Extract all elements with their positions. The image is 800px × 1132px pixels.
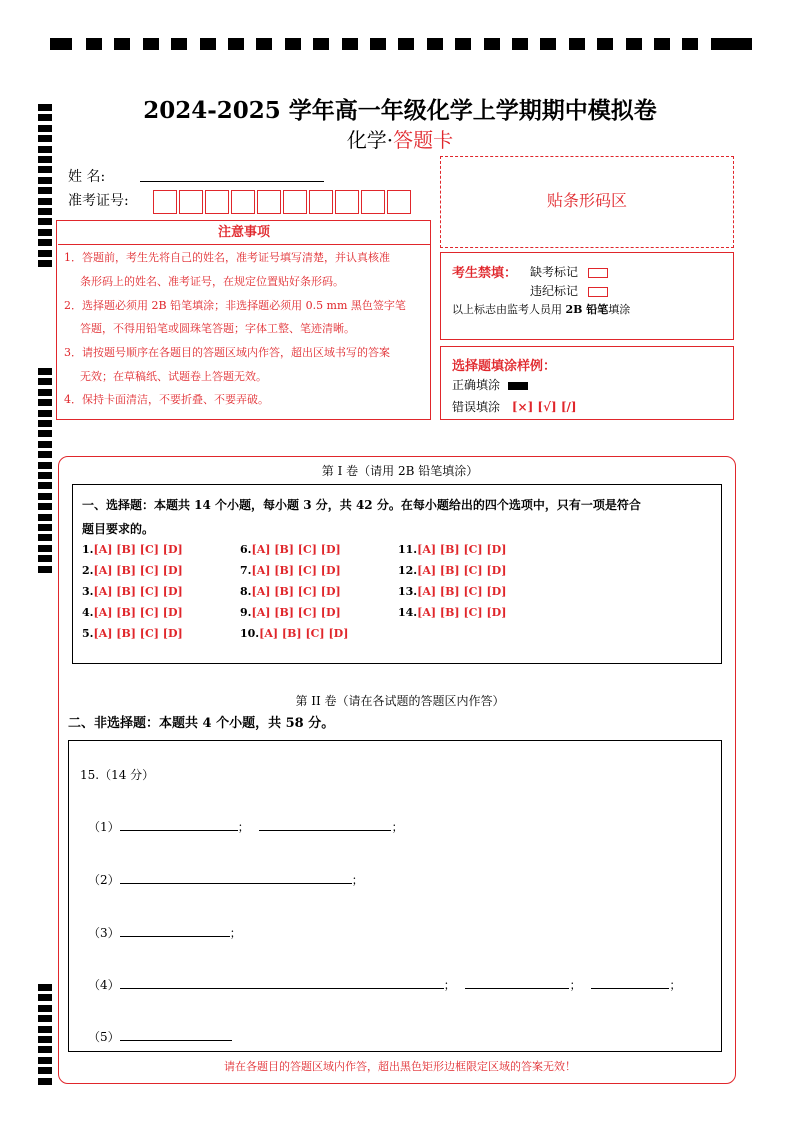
notice-line: 3．请按题号顺序在各题目的答题区域内作答，超出区域书写的答案: [64, 346, 390, 359]
barcode-area: 贴条形码区: [440, 156, 734, 248]
notice-line: 4．保持卡面清洁，不要折叠、不要弄破。: [64, 393, 269, 406]
part1-intro: 一、选择题：本题共 14 个小题，每小题 3 分，共 42 分。在每小题给出的四个选项中，只有一项是符合: [82, 498, 641, 512]
sample-wrong: 错误填涂 [×] [√] [/]: [452, 400, 577, 414]
id-label: 准考证号:: [68, 193, 129, 209]
id-digit-box[interactable]: [361, 190, 385, 214]
notice-heading: 注意事项: [58, 222, 430, 245]
id-digit-box[interactable]: [257, 190, 281, 214]
id-digit-box[interactable]: [153, 190, 177, 214]
forbidden-heading: 考生禁填：: [452, 266, 518, 281]
page-subtitle: 化学·答题卡: [346, 128, 454, 152]
sample-correct: 正确填涂: [452, 376, 528, 393]
part2-title: 第 II 卷（请在各试题的答题区内作答）: [295, 694, 505, 708]
id-digit-box[interactable]: [387, 190, 411, 214]
choice-question-14[interactable]: 14.[A] [B] [C] [D]: [398, 606, 507, 619]
q15-sub5[interactable]: （5）: [88, 1028, 232, 1045]
part1-intro-2: 题目要求的。: [82, 522, 155, 536]
violation-mark[interactable]: 违纪标记: [530, 282, 608, 299]
part2-intro: 二、非选择题：本题共 4 个小题，共 58 分。: [68, 716, 335, 731]
choice-question-4[interactable]: 4.[A] [B] [C] [D]: [82, 606, 183, 619]
absent-mark[interactable]: 缺考标记: [530, 263, 608, 280]
id-digit-box[interactable]: [205, 190, 229, 214]
part1-title: 第 I 卷（请用 2B 铅笔填涂）: [321, 464, 479, 478]
q15-sub4[interactable]: （4） ； ； ；: [88, 978, 682, 992]
page-title: 2024-2025 学年高一年级化学上学期期中模拟卷: [143, 97, 657, 124]
q15-sub2[interactable]: （2） ；: [88, 873, 364, 887]
footer-warning: 请在各题目的答题区域内作答，超出黑色矩形边框限定区域的答案无效！: [224, 1060, 576, 1073]
choice-question-11[interactable]: 11.[A] [B] [C] [D]: [398, 543, 507, 556]
filled-mark-icon: [508, 382, 528, 390]
choice-question-3[interactable]: 3.[A] [B] [C] [D]: [82, 585, 183, 598]
choice-question-10[interactable]: 10.[A] [B] [C] [D]: [240, 627, 349, 640]
id-digit-box[interactable]: [179, 190, 203, 214]
q15-heading: 15.（14 分）: [80, 768, 155, 782]
id-number-boxes[interactable]: [153, 190, 413, 214]
id-digit-box[interactable]: [231, 190, 255, 214]
notice-line: 1．答题前，考生先将自己的姓名，准考证号填写清楚，并认真核准: [64, 251, 390, 264]
sample-heading: 选择题填涂样例：: [452, 359, 557, 374]
forbidden-note: 以上标志由监考人员用 2B 铅笔填涂: [452, 303, 631, 316]
choice-question-5[interactable]: 5.[A] [B] [C] [D]: [82, 627, 183, 640]
choice-question-6[interactable]: 6.[A] [B] [C] [D]: [240, 543, 341, 556]
q15-sub3[interactable]: （3） ；: [88, 926, 242, 940]
name-label: 姓 名:: [68, 169, 106, 185]
choice-question-9[interactable]: 9.[A] [B] [C] [D]: [240, 606, 341, 619]
id-digit-box[interactable]: [283, 190, 307, 214]
notice-line: 无效；在草稿纸、试题卷上答题无效。: [80, 370, 267, 383]
notice-line: 2．选择题必须用 2B 铅笔填涂；非选择题必须用 0.5 mm 黑色签字笔: [64, 299, 406, 312]
choice-question-13[interactable]: 13.[A] [B] [C] [D]: [398, 585, 507, 598]
choice-question-12[interactable]: 12.[A] [B] [C] [D]: [398, 564, 507, 577]
choice-question-8[interactable]: 8.[A] [B] [C] [D]: [240, 585, 341, 598]
choice-question-2[interactable]: 2.[A] [B] [C] [D]: [82, 564, 183, 577]
choice-question-7[interactable]: 7.[A] [B] [C] [D]: [240, 564, 341, 577]
q15-sub1[interactable]: （1） ； ；: [88, 820, 404, 834]
q15-answer-box[interactable]: [68, 740, 722, 1052]
choice-question-1[interactable]: 1.[A] [B] [C] [D]: [82, 543, 183, 556]
id-digit-box[interactable]: [309, 190, 333, 214]
name-field[interactable]: [140, 181, 324, 182]
notice-line: 条形码上的姓名、准考证号，在规定位置贴好条形码。: [80, 275, 344, 288]
id-digit-box[interactable]: [335, 190, 359, 214]
timing-marks-top: [50, 38, 752, 52]
notice-line: 答题，不得用铅笔或圆珠笔答题；字体工整、笔迹清晰。: [80, 322, 355, 335]
